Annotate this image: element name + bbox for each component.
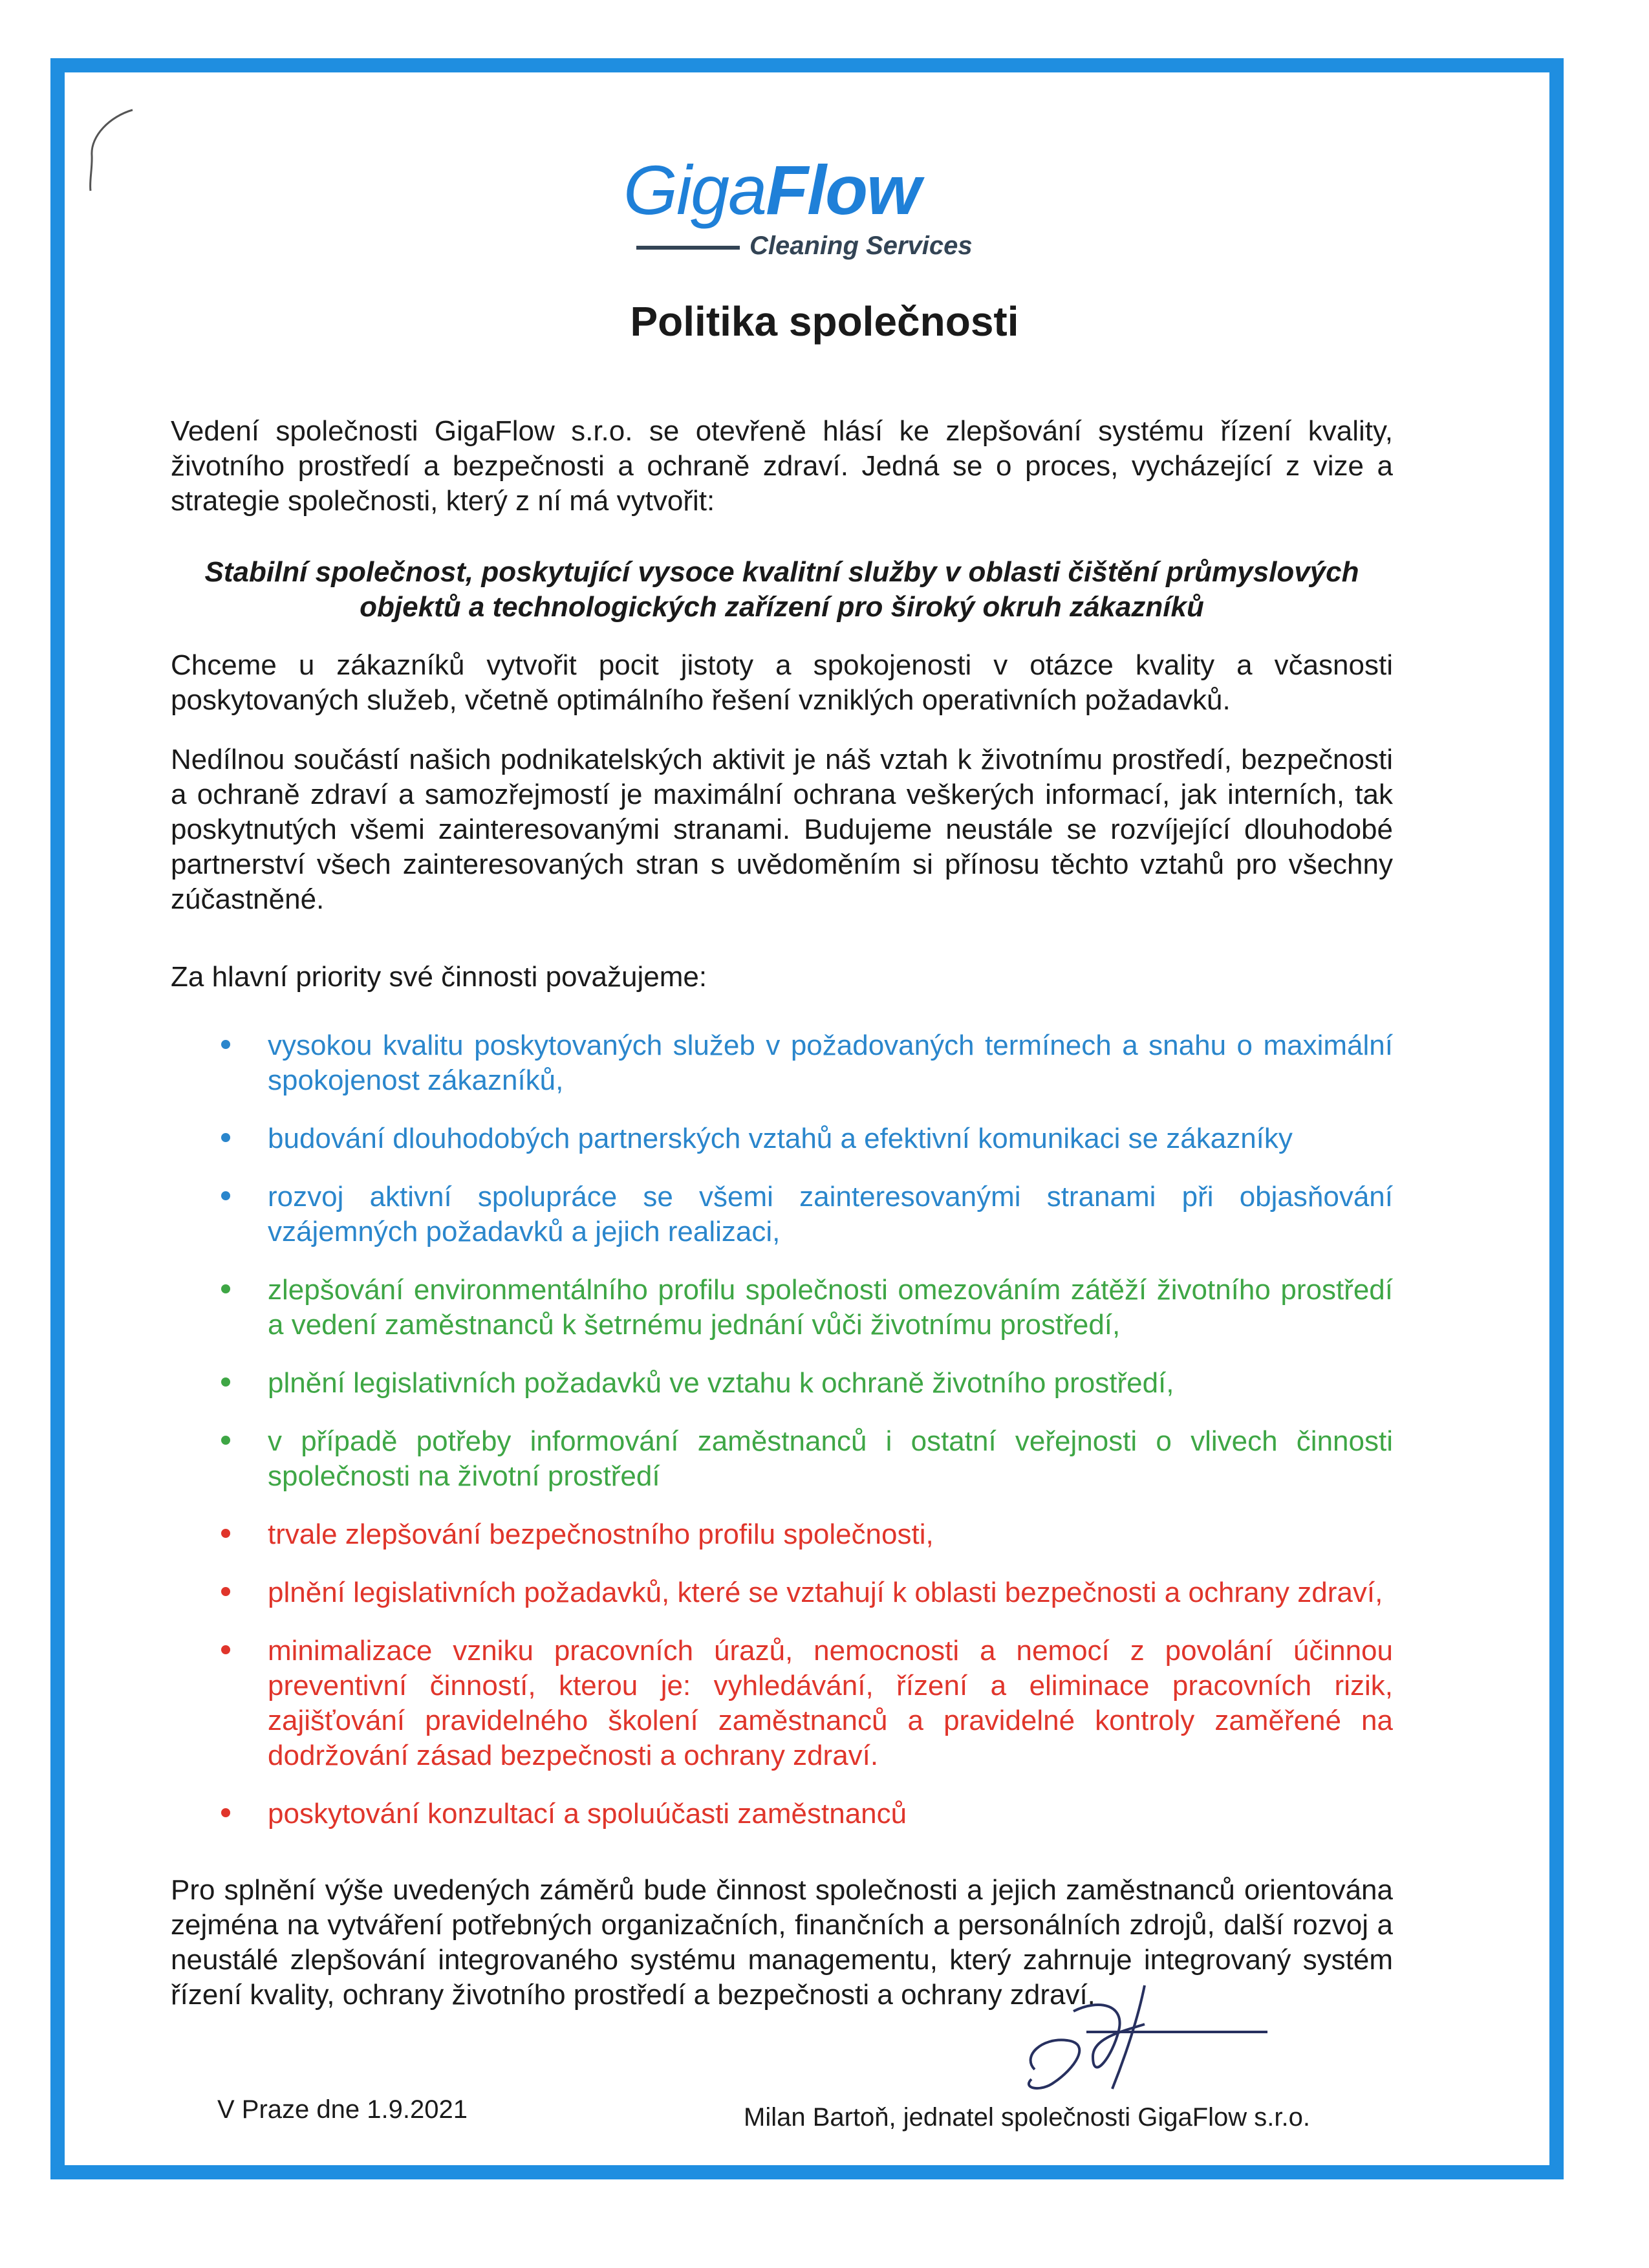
priority-text: vysokou kvalitu poskytovaných služeb v požadovaných termínech a snahu o maximální spokojenost zákazníků, bbox=[268, 1030, 1393, 1096]
priority-text: plnění legislativních požadavků ve vztahu k ochraně životního prostředí, bbox=[268, 1367, 1174, 1399]
environment-paragraph: Nedílnou součástí našich podnikatelských aktivit je náš vztah k životnímu prostředí, bezpečnosti a ochraně zdraví a samozřejmostí je maximální ochrana veškerých informací, jak interních, tak poskytnutých všemi zainteresovanými stranami. Budujeme neustále se rozvíjející dlouhodobé partnerství všech zainteresovaných stran s uvědoměním si přínosu těchto vztahů pro všechny zúčastněné. bbox=[171, 744, 1393, 915]
priority-item bbox=[171, 1180, 1393, 1249]
logo-divider bbox=[636, 246, 740, 250]
priority-item bbox=[171, 1366, 1393, 1401]
priority-item bbox=[171, 1575, 1393, 1610]
logo-wordmark bbox=[623, 151, 920, 229]
priority-text: trvale zlepšování bezpečnostního profilu společnosti, bbox=[268, 1518, 934, 1550]
logo-name-light: Giga bbox=[623, 151, 766, 229]
priority-text: rozvoj aktivní spolupráce se všemi zainteresovanými stranami při objasňování vzájemných požadavků a jejich realizaci, bbox=[268, 1181, 1393, 1247]
priority-item bbox=[171, 1797, 1393, 1831]
bullet-dot-icon bbox=[221, 1436, 230, 1445]
logo-name-bold: Flow bbox=[766, 151, 920, 229]
place-and-date: V Praze dne 1.9.2021 bbox=[217, 2095, 468, 2124]
priority-item bbox=[171, 1424, 1393, 1494]
priority-text: zlepšování environmentálního profilu společnosti omezováním zátěží životního prostředí a vedení zaměstnanců k šetrnému jednání vůči životnímu prostředí, bbox=[268, 1274, 1393, 1341]
logo-subtitle: Cleaning Services bbox=[749, 232, 973, 260]
bullet-dot-icon bbox=[221, 1040, 230, 1049]
handwritten-signature bbox=[996, 1960, 1267, 2108]
signatory: Milan Bartoň, jednatel společnosti GigaFlow s.r.o. bbox=[744, 2103, 1310, 2132]
priority-item bbox=[171, 1634, 1393, 1773]
priorities-list bbox=[171, 1028, 1393, 1855]
priority-item bbox=[171, 1517, 1393, 1552]
customers-paragraph: Chceme u zákazníků vytvořit pocit jistoty a spokojenosti v otázce kvality a včasnosti poskytovaných služeb, včetně optimálního řešení vzniklých operativních požadavků. bbox=[171, 649, 1393, 716]
closing-paragraph: Pro splnění výše uvedených záměrů bude činnost společnosti a jejich zaměstnanců orientována zejména na vytváření potřebných organizačních, finančních a personálních zdrojů, další rozvoj a neustálé zlepšování integrovaného systému managementu, který zahrnuje integrovaný systém řízení kvality, ochrany životního prostředí a bezpečnosti a ochrany zdraví. bbox=[171, 1874, 1393, 2011]
priority-item bbox=[171, 1028, 1393, 1098]
priority-text: budování dlouhodobých partnerských vztahů a efektivní komunikaci se zákazníky bbox=[268, 1123, 1293, 1154]
motto-paragraph: Stabilní společnost, poskytující vysoce kvalitní služby v oblasti čištění průmyslových objektů a technologických zařízení pro široký okruh zákazníků bbox=[204, 556, 1359, 623]
priority-text: plnění legislativních požadavků, které se vztahují k oblasti bezpečnosti a ochrany zdraví, bbox=[268, 1577, 1383, 1608]
priorities-intro: Za hlavní priority své činnosti považujeme: bbox=[171, 961, 707, 993]
bullet-dot-icon bbox=[221, 1377, 230, 1387]
bullet-dot-icon bbox=[221, 1808, 230, 1817]
intro-paragraph: Vedení společnosti GigaFlow s.r.o. se otevřeně hlásí ke zlepšování systému řízení kvality, životního prostředí a bezpečnosti a ochraně zdraví. Jedná se o proces, vycházející z vize a strategie společnosti, který z ní má vytvořit: bbox=[171, 415, 1393, 517]
priority-text: poskytování konzultací a spoluúčasti zaměstnanců bbox=[268, 1798, 907, 1830]
priority-text: minimalizace vzniku pracovních úrazů, nemocnosti a nemocí z povolání účinnou preventivní činností, kterou je: vyhledávání, řízení a eliminace pracovních rizik, zajišťování pravidelného školení zaměstnanců a pravidelné kontroly zaměřené na dodržování zásad bezpečnosti a ochrany zdraví. bbox=[268, 1635, 1393, 1771]
bullet-dot-icon bbox=[221, 1587, 230, 1596]
priority-item bbox=[171, 1121, 1393, 1156]
bullet-dot-icon bbox=[221, 1284, 230, 1293]
document-title: Politika společnosti bbox=[630, 298, 1019, 345]
bullet-dot-icon bbox=[221, 1645, 230, 1654]
hand-drawn-mark bbox=[84, 103, 136, 194]
bullet-dot-icon bbox=[221, 1529, 230, 1538]
priority-text: v případě potřeby informování zaměstnanců i ostatní veřejnosti o vlivech činnosti společnosti na životní prostředí bbox=[268, 1425, 1393, 1492]
bullet-dot-icon bbox=[221, 1191, 230, 1200]
bullet-dot-icon bbox=[221, 1133, 230, 1142]
company-logo bbox=[623, 151, 973, 265]
priority-item bbox=[171, 1273, 1393, 1343]
